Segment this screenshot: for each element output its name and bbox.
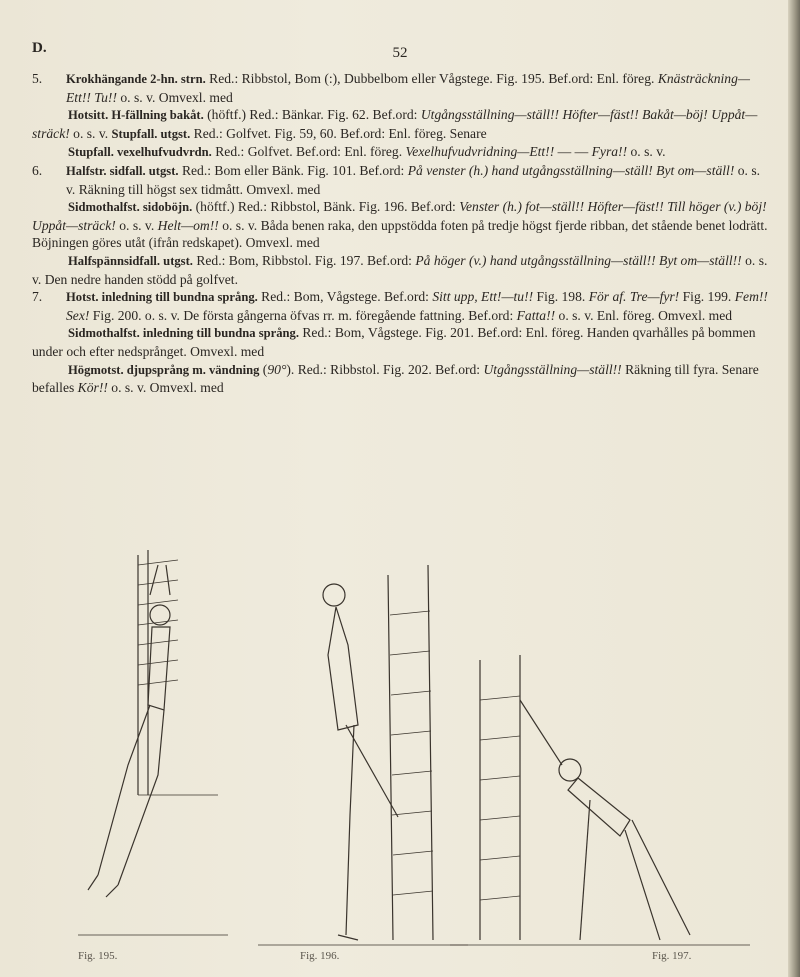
wall-bars-icon <box>480 655 520 940</box>
text: Red.: Golfvet. Fig. 59, 60. Bef.ord: Enl. föreg. Senare <box>190 125 487 141</box>
command: Fyra!! <box>591 144 628 160</box>
gymnast-icon <box>258 584 468 945</box>
exercise-7c <box>32 361 772 397</box>
exercise-6b <box>32 198 772 252</box>
text: Red.: Bom, Vågstege. Bef.ord: <box>257 289 433 305</box>
section-letter: D. <box>32 40 47 56</box>
text: Fig. 200. o. s. v. De första gångerna öfvas rr. m. föregående fattning. Bef.ord: <box>89 307 517 323</box>
text-body <box>32 70 772 397</box>
text: o. s. v. <box>69 125 112 141</box>
exercise-heading: Sidmothalfst. sidoböjn. <box>68 200 193 215</box>
command: För af. Tre—fyr! <box>588 289 680 305</box>
command: Utgångsställning—ställ!! Höfter—fäst!! Bakåt—böj! Uppåt—sträck! <box>32 107 758 141</box>
command: Venster (h.) fot—ställ!! Höfter—fäst!! Till höger (v.) böj! Uppåt—sträck! <box>32 199 767 233</box>
exercise-5b <box>32 106 772 143</box>
exercise-6c <box>32 252 772 288</box>
text: Fig. 199. <box>679 289 735 305</box>
exercise-heading: Hotsitt. H-fällning bakåt. <box>68 108 204 123</box>
text: o. s. v. Båda benen raka, den uppstödda foten på tredje högst fjerde ribban, det stående benet lodrätt. Böjningen göres utåt (ifrån redskapet). Omvexl. med <box>32 217 768 251</box>
figure-196-caption: Fig. 196. <box>300 950 340 962</box>
exercise-heading: Halfspännsidfall. utgst. <box>68 253 193 268</box>
text: o. s. v. Räkning till högst sex tidmått. Omvexl. med <box>66 162 761 197</box>
figure-196-illustration <box>258 555 468 950</box>
exercise-number: 5. <box>32 71 43 86</box>
angle-value: 90° <box>267 361 287 377</box>
exercise-5c <box>32 143 772 162</box>
text: Red.: Golfvet. Bef.ord: Enl. föreg. <box>211 144 406 160</box>
command: Knästräckning—Ett!! Tu!! <box>66 71 750 105</box>
exercise-7b <box>32 324 772 360</box>
exercise-7 <box>32 288 772 324</box>
text: — — <box>554 144 592 160</box>
command: Vexelhufvudvridning—Ett!! <box>405 144 555 160</box>
wall-bars-icon <box>388 565 433 940</box>
figure-195-illustration <box>78 545 228 945</box>
gymnast-icon <box>450 700 750 945</box>
text: Räkning till fyra. Senare befalles <box>32 361 759 396</box>
text: o. s. v. Enl. föreg. Omvexl. med <box>555 307 733 323</box>
text: Fig. 198. <box>533 289 589 305</box>
text: ). Red.: Ribbstol. Fig. 202. Bef.ord: <box>286 361 484 377</box>
exercise-heading: Sidmothalfst. inledning till bundna språng. <box>68 326 299 341</box>
page-number: 52 <box>392 45 408 61</box>
text: o. s. v. <box>627 144 666 160</box>
exercise-number: 6. <box>32 162 43 178</box>
exercise-heading: Hotst. inledning till bundna språng. <box>66 290 258 305</box>
figure-197-caption: Fig. 197. <box>652 950 692 962</box>
text: o. s. v. Den nedre handen stödd på golfvet. <box>32 252 768 287</box>
command: Utgångsställning—ställ!! <box>483 361 622 377</box>
text: Red.: Bom eller Bänk. Fig. 101. Bef.ord: <box>178 162 408 178</box>
command: Fatta!! <box>516 307 556 323</box>
wall-bars-icon <box>138 550 178 795</box>
command: På höger (v.) hand utgångsställning—ställ!! Byt om—ställ!! <box>415 252 742 268</box>
command: Sitt upp, Ett!—tu!! <box>432 289 534 305</box>
command: Fem!! Sex! <box>66 289 768 323</box>
command: Helt—om!! <box>157 217 219 233</box>
exercise-number: 7. <box>32 289 43 305</box>
text: Red.: Ribbstol, Bom (:), Dubbelbom eller Vågstege. Fig. 195. Bef.ord: Enl. föreg. <box>205 71 658 86</box>
page-edge <box>788 0 800 977</box>
text: (höftf.) Red.: Ribbstol, Bänk. Fig. 196. Bef.ord: <box>192 199 460 215</box>
text: o. s. v. Omvexl. med <box>107 380 224 396</box>
command: Kör!! <box>77 380 108 396</box>
exercise-heading: Stupfall. utgst. <box>111 126 191 141</box>
exercise-heading: Stupfall. vexelhufvudvrdn. <box>68 145 212 160</box>
exercise-heading: Krokhängande 2-hn. strn. <box>66 72 206 86</box>
text: o. s. v. <box>115 217 158 233</box>
text: (höftf.) Red.: Bänkar. Fig. 62. Bef.ord: <box>203 107 421 123</box>
text: Red.: Bom, Ribbstol. Fig. 197. Bef.ord: <box>192 252 416 268</box>
exercise-6 <box>32 162 772 198</box>
figure-197-illustration <box>450 640 750 950</box>
exercise-heading: Högmotst. djupsprång m. vändning <box>68 362 260 377</box>
command: På venster (h.) hand utgångsställning—ställ! Byt om—ställ! <box>407 162 735 178</box>
exercise-heading: Halfstr. sidfall. utgst. <box>66 163 179 178</box>
text: ( <box>259 361 268 377</box>
text: o. s. v. Omvexl. med <box>116 89 233 105</box>
text: Red.: Bom, Vågstege. Fig. 201. Bef.ord: Enl. föreg. Handen qvarhålles på bommen under och efter nedsprånget. Omvexl. med <box>32 325 756 359</box>
exercise-5 <box>32 70 772 106</box>
gymnast-icon <box>78 565 228 935</box>
figure-195-caption: Fig. 195. <box>78 950 118 962</box>
